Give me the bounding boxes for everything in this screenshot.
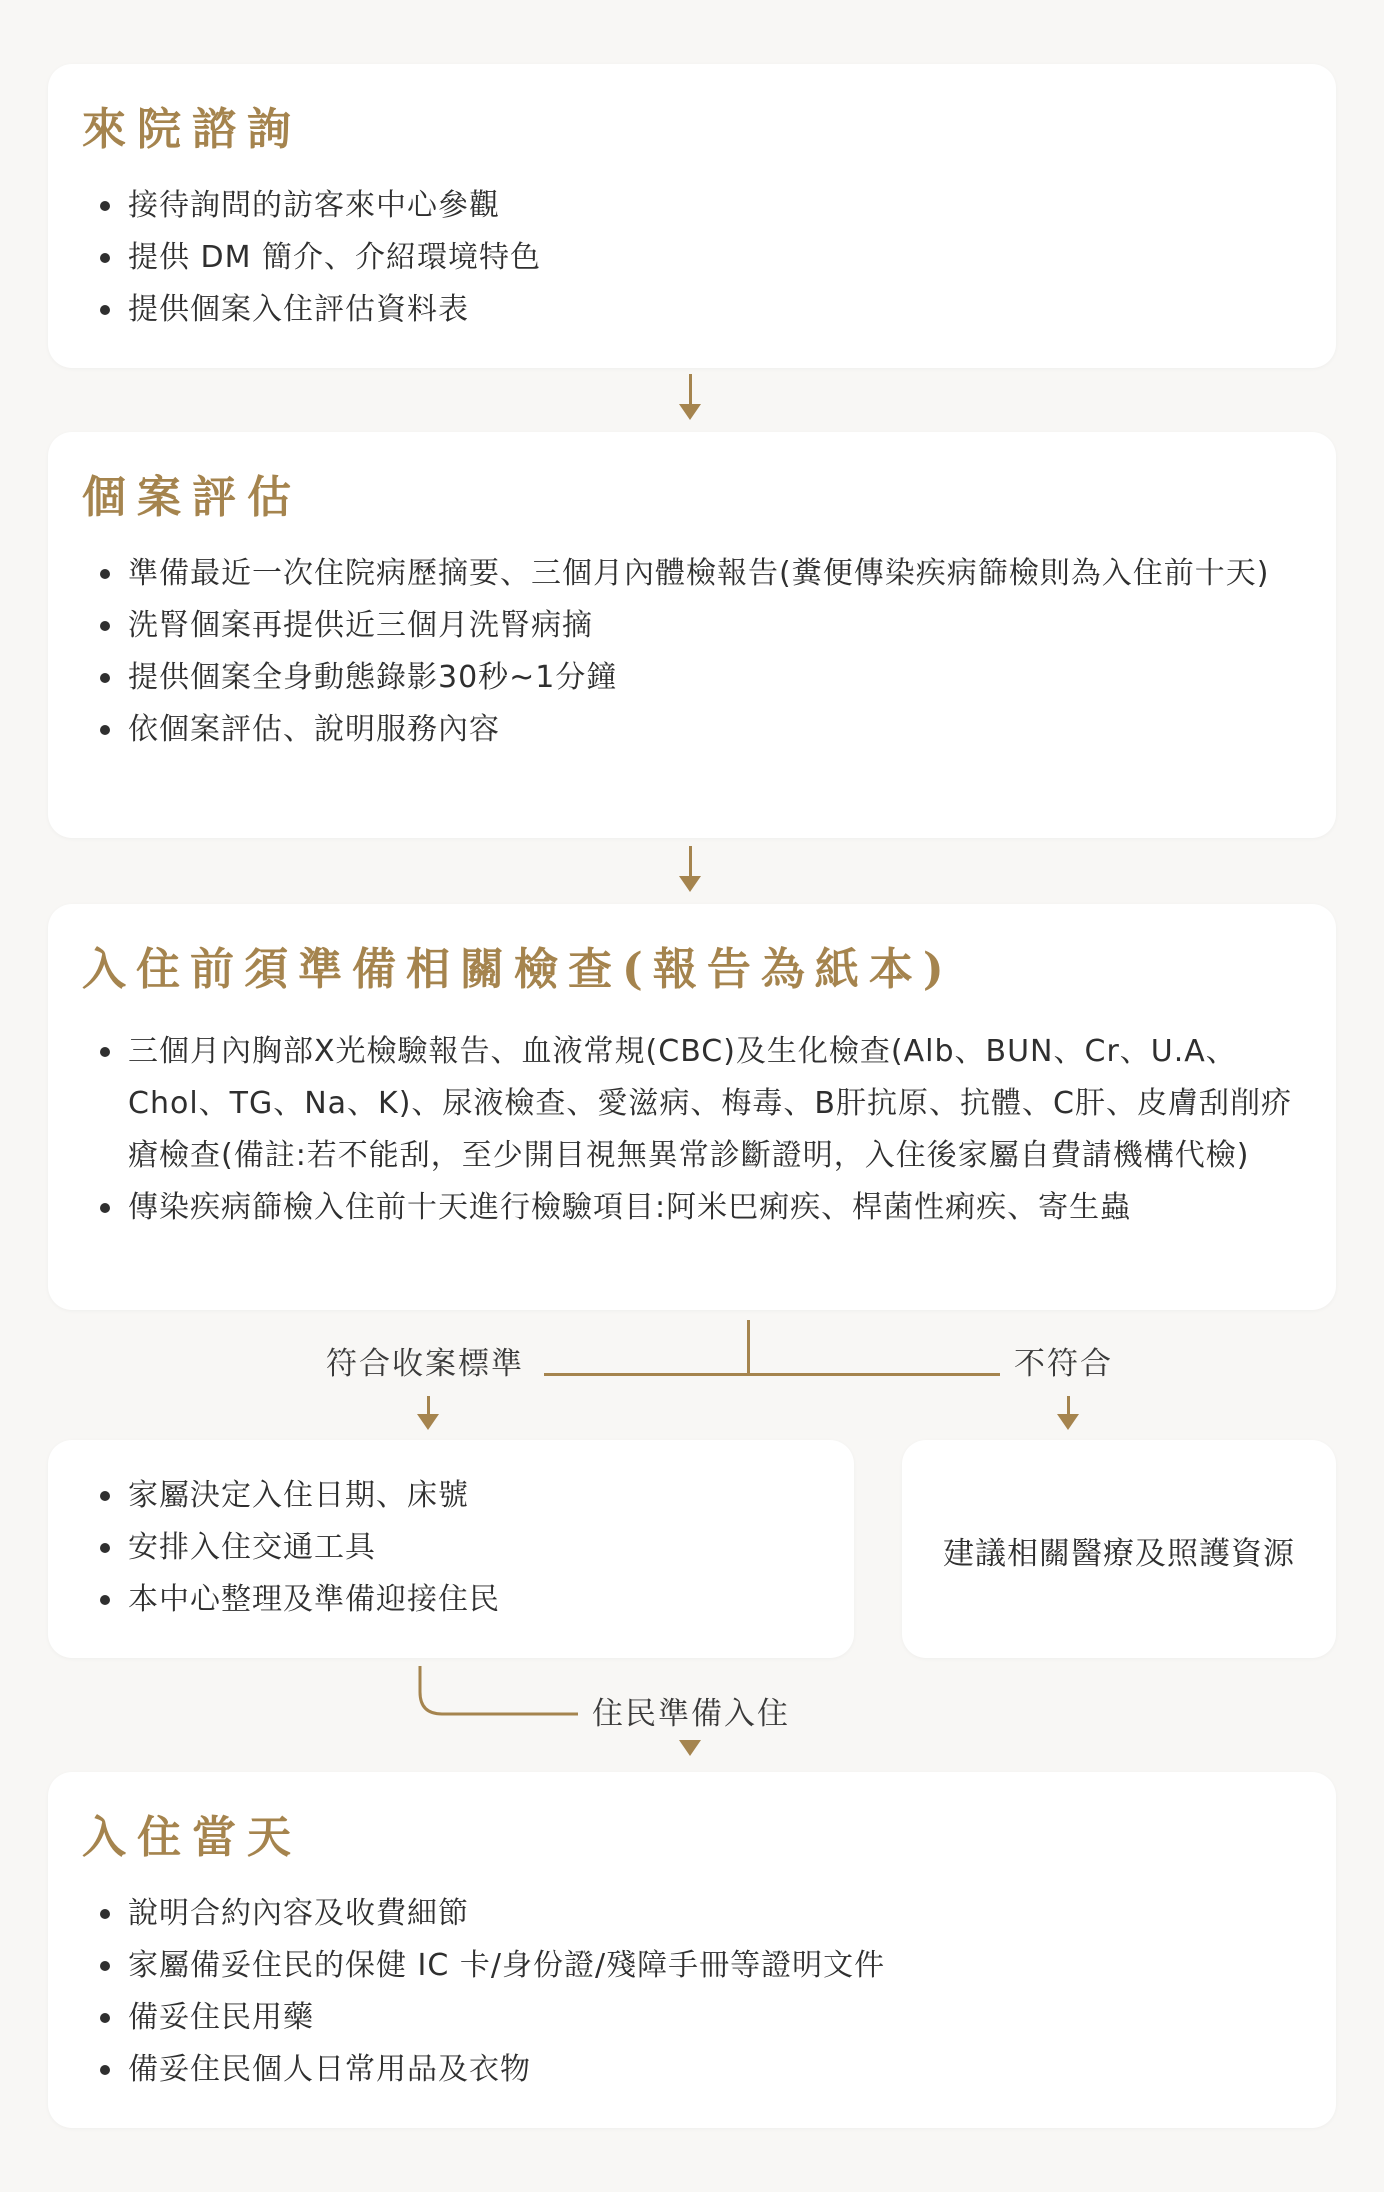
- step-visit-title: 來院諮詢: [82, 104, 302, 155]
- arrow-down-icon: [1057, 1414, 1079, 1430]
- step-visit-list: [48, 180, 1296, 336]
- list-item: 提供個案入住評估資料表: [48, 284, 1296, 336]
- qualified-label: 符合收案標準: [326, 1346, 524, 1382]
- not-qualified-text: 建議相關醫療及照護資源: [943, 1536, 1295, 1572]
- list-item: 傳染疾病篩檢入住前十天進行檢驗項目:阿米巴痢疾、桿菌性痢疾、寄生蟲: [48, 1182, 1296, 1234]
- not-qualified-card: [902, 1440, 1336, 1658]
- list-item: 備妥住民個人日常用品及衣物: [48, 2044, 1296, 2096]
- qualified-list: [48, 1470, 834, 1626]
- step-assessment-list: [48, 548, 1296, 756]
- list-item: 依個案評估、說明服務內容: [48, 704, 1296, 756]
- arrow-down-icon: [679, 1740, 701, 1756]
- list-item: 提供 DM 簡介、介紹環境特色: [48, 232, 1296, 284]
- list-item: 準備最近一次住院病歷摘要、三個月內體檢報告(糞便傳染疾病篩檢則為入住前十天): [48, 548, 1296, 600]
- branch-stem-line: [747, 1320, 750, 1375]
- step-move-in-card: [48, 1772, 1336, 2128]
- list-item: 本中心整理及準備迎接住民: [48, 1574, 834, 1626]
- list-item: 洗腎個案再提供近三個月洗腎病摘: [48, 600, 1296, 652]
- step-visit-card: [48, 64, 1336, 368]
- arrow-down-icon: [679, 876, 701, 892]
- connector-line: [689, 846, 692, 876]
- list-item: 接待詢問的訪客來中心參觀: [48, 180, 1296, 232]
- prepare-connector: [410, 1664, 590, 1722]
- not-qualified-label: 不符合: [1014, 1346, 1113, 1382]
- step-exams-card: [48, 904, 1336, 1310]
- list-item: 提供個案全身動態錄影30秒~1分鐘: [48, 652, 1296, 704]
- step-assessment-card: [48, 432, 1336, 838]
- qualified-card: [48, 1440, 854, 1658]
- step-exams-title: 入住前須準備相關檢查(報告為紙本): [82, 944, 954, 995]
- step-move-in-list: [48, 1888, 1296, 2096]
- step-exams-list: [48, 1026, 1296, 1234]
- arrow-down-icon: [417, 1414, 439, 1430]
- list-item: 備妥住民用藥: [48, 1992, 1296, 2044]
- list-item: 三個月內胸部X光檢驗報告、血液常規(CBC)及生化檢查(Alb、BUN、Cr、U.A、Chol、TG、Na、K)、尿液檢查、愛滋病、梅毒、B肝抗原、抗體、C肝、皮膚刮削疥瘡檢查(備註:若不能刮，至少開目視無異常診斷證明，入住後家屬自費請機構代檢): [48, 1026, 1296, 1182]
- step-assessment-title: 個案評估: [82, 472, 302, 523]
- prepare-label: 住民準備入住: [592, 1696, 790, 1732]
- connector-line: [427, 1396, 430, 1414]
- branch-horizontal-line: [544, 1373, 1000, 1376]
- arrow-down-icon: [679, 404, 701, 420]
- connector-line: [689, 374, 692, 404]
- list-item: 家屬決定入住日期、床號: [48, 1470, 834, 1522]
- list-item: 說明合約內容及收費細節: [48, 1888, 1296, 1940]
- step-move-in-title: 入住當天: [82, 1812, 302, 1863]
- list-item: 家屬備妥住民的保健 IC 卡/身份證/殘障手冊等證明文件: [48, 1940, 1296, 1992]
- list-item: 安排入住交通工具: [48, 1522, 834, 1574]
- connector-line: [1067, 1396, 1070, 1414]
